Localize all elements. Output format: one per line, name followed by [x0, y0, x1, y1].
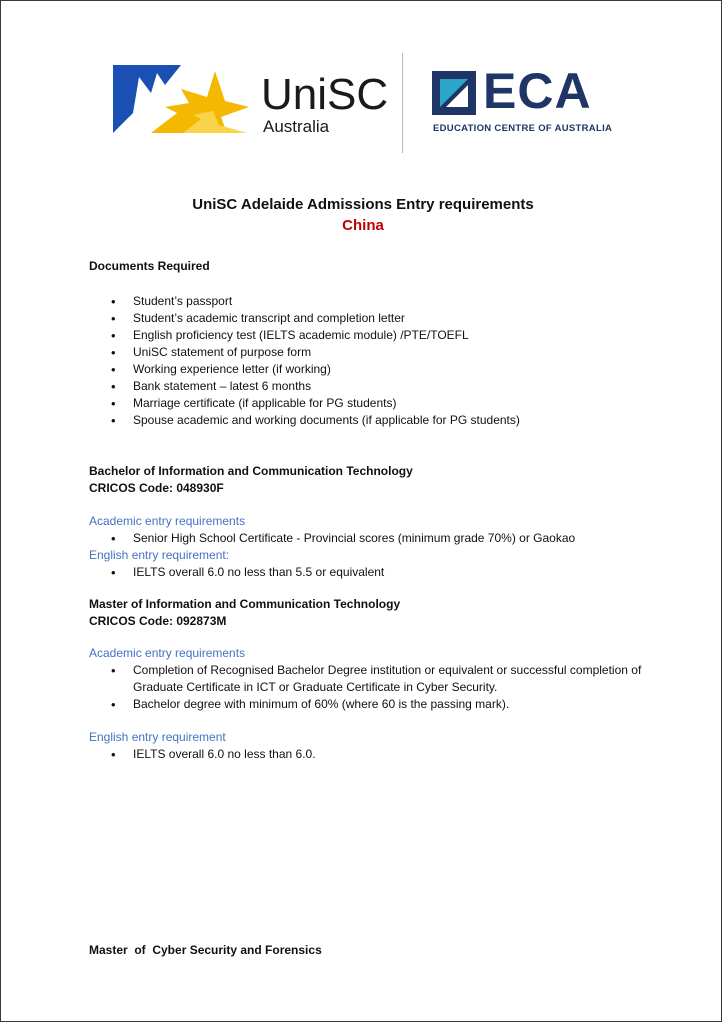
list-item: • IELTS overall 6.0 no less than 6.0. — [89, 746, 316, 763]
unisc-logo-subtext: Australia — [263, 117, 330, 136]
cricos-code: CRICOS Code: 048930F — [89, 481, 224, 495]
list-item: • Bank statement – latest 6 months — [89, 378, 520, 395]
eca-logo-text: ECA — [483, 63, 592, 119]
eca-logo-icon — [432, 71, 476, 115]
page-title: UniSC Adelaide Admissions Entry requirements — [192, 196, 534, 213]
list-item: • Completion of Recognised Bachelor Degree institution or equivalent or successful completion of Graduate Certificate in ICT or Graduate Certificate in Cyber Security. — [89, 662, 649, 696]
program-name: Master of Cyber Security and Forensics — [89, 943, 322, 957]
academic-list — [89, 530, 575, 547]
unisc-sunburst-logo-icon — [111, 63, 251, 135]
program-mict — [89, 596, 400, 630]
cricos-code: CRICOS Code: 092873M — [89, 614, 227, 628]
english-heading: English entry requirement: — [89, 548, 230, 562]
program-name: Bachelor of Information and Communication Technology — [89, 464, 413, 478]
documents-list — [89, 293, 520, 429]
program-mcsf — [89, 908, 322, 993]
documents-heading-block — [89, 258, 210, 275]
program-mict-english — [89, 729, 316, 763]
program-mict-academic — [89, 645, 649, 713]
list-item: • IELTS overall 6.0 no less than 5.5 or equivalent — [89, 564, 575, 581]
documents-list-block — [89, 293, 520, 429]
list-item: • Student’s passport — [89, 293, 520, 310]
documents-heading: Documents Required — [89, 259, 210, 273]
list-item: • Spouse academic and working documents (if applicable for PG students) — [89, 412, 520, 429]
list-item: • UniSC statement of purpose form — [89, 344, 520, 361]
english-heading: English entry requirement — [89, 730, 226, 744]
program-bict — [89, 463, 413, 497]
list-item: • Bachelor degree with minimum of 60% (where 60 is the passing mark). — [89, 696, 649, 713]
list-item: • Senior High School Certificate - Provincial scores (minimum grade 70%) or Gaokao — [89, 530, 575, 547]
country-subtitle: China — [342, 217, 384, 234]
list-item: • Working experience letter (if working) — [89, 361, 520, 378]
english-list — [89, 564, 575, 581]
list-item: • Student’s academic transcript and completion letter — [89, 310, 520, 327]
academic-list — [89, 662, 649, 713]
academic-heading: Academic entry requirements — [89, 514, 246, 528]
academic-heading: Academic entry requirements — [89, 646, 246, 660]
english-list — [89, 746, 316, 763]
list-item: • Marriage certificate (if applicable for PG students) — [89, 395, 520, 412]
logo-divider — [402, 53, 403, 153]
header-logos — [111, 53, 631, 153]
unisc-logo-text: UniSC — [261, 70, 389, 119]
program-bict-requirements — [89, 513, 575, 581]
list-item: • English proficiency test (IELTS academic module) /PTE/TOEFL — [89, 327, 520, 344]
eca-logo-subtext: EDUCATION CENTRE OF AUSTRALIA — [433, 123, 613, 134]
program-name: Master of Information and Communication Technology — [89, 597, 401, 611]
